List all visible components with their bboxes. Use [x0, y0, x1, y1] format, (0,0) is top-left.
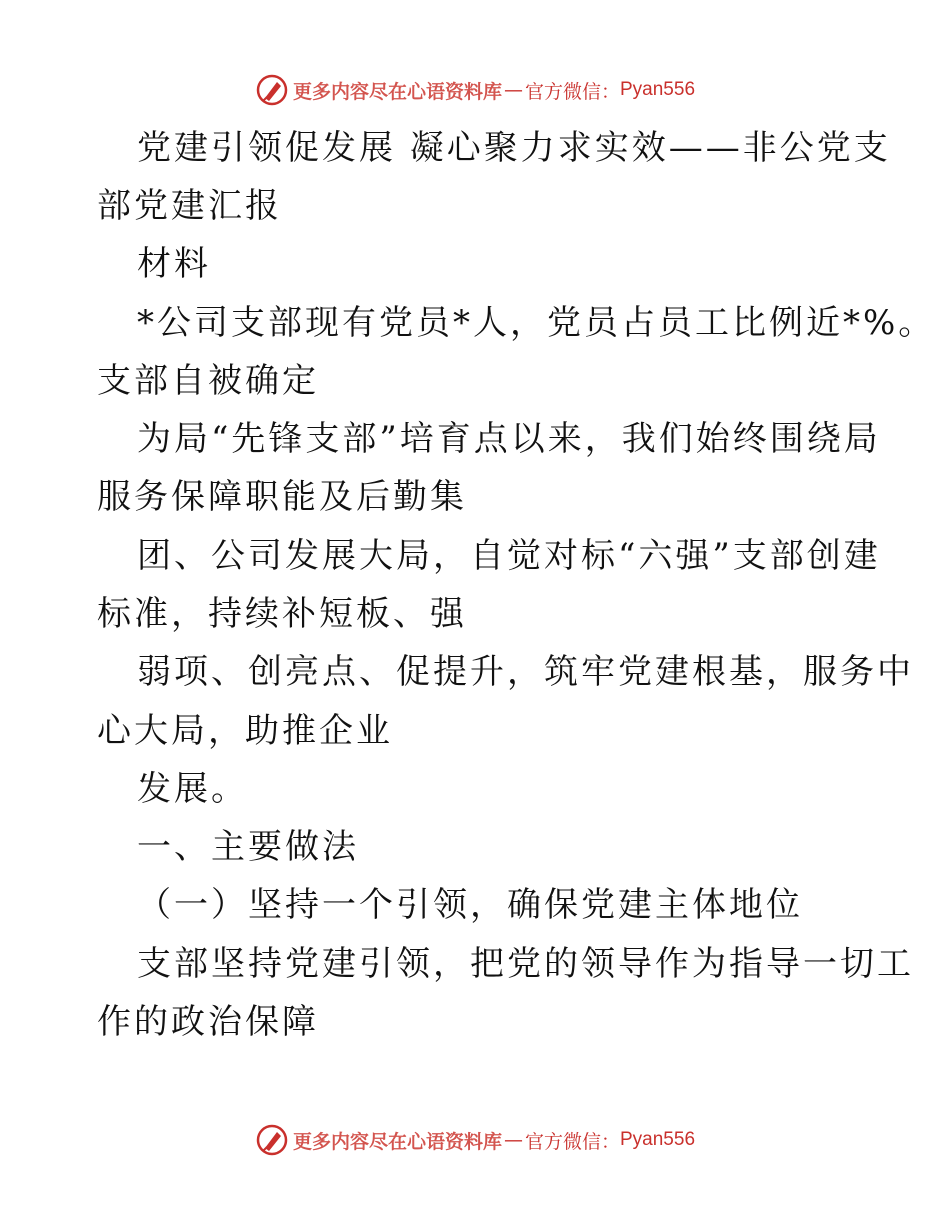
- banner-separator: —: [503, 79, 523, 101]
- subsection-heading: （一）坚持一个引领，确保党建主体地位: [137, 885, 803, 925]
- pen-nib-icon: [255, 73, 289, 107]
- banner-account: Pyan556: [620, 1129, 696, 1150]
- text-line: 作的政治保障: [97, 1002, 319, 1042]
- pen-nib-icon: [255, 1123, 289, 1157]
- banner-account: Pyan556: [620, 79, 696, 100]
- banner-wechat-label: 官方微信：: [524, 80, 620, 103]
- text-line: 材料: [137, 244, 211, 284]
- text-line: 支部自被确定: [97, 361, 319, 401]
- text-line: 弱项、创亮点、促提升，筑牢党建根基，服务中: [137, 652, 914, 692]
- banner-brand: 更多内容尽在心语资料库: [292, 80, 502, 103]
- text-line: 部党建汇报: [97, 186, 282, 226]
- banner-separator: —: [503, 1129, 523, 1151]
- text-line: *公司支部现有党员*人，党员占员工比例近*%。: [137, 303, 936, 343]
- banner-brand: 更多内容尽在心语资料库: [292, 1130, 502, 1153]
- text-line: 发展。: [137, 769, 248, 809]
- text-line: 心大局，助推企业: [97, 711, 393, 751]
- text-line: 党建引领促发展 凝心聚力求实效——非公党支: [137, 128, 891, 168]
- text-line: 标准，持续补短板、强: [97, 594, 467, 634]
- header-banner: [0, 70, 950, 110]
- text-line: 服务保障职能及后勤集: [97, 477, 467, 517]
- text-line: 支部坚持党建引领，把党的领导作为指导一切工: [137, 944, 914, 984]
- text-line: 为局“先锋支部”培育点以来，我们始终围绕局: [137, 419, 881, 459]
- section-heading: 一、主要做法: [137, 827, 359, 867]
- text-line: 团、公司发展大局，自觉对标“六强”支部创建: [137, 536, 881, 576]
- footer-banner: [0, 1120, 950, 1160]
- banner-wechat-label: 官方微信：: [524, 1130, 620, 1153]
